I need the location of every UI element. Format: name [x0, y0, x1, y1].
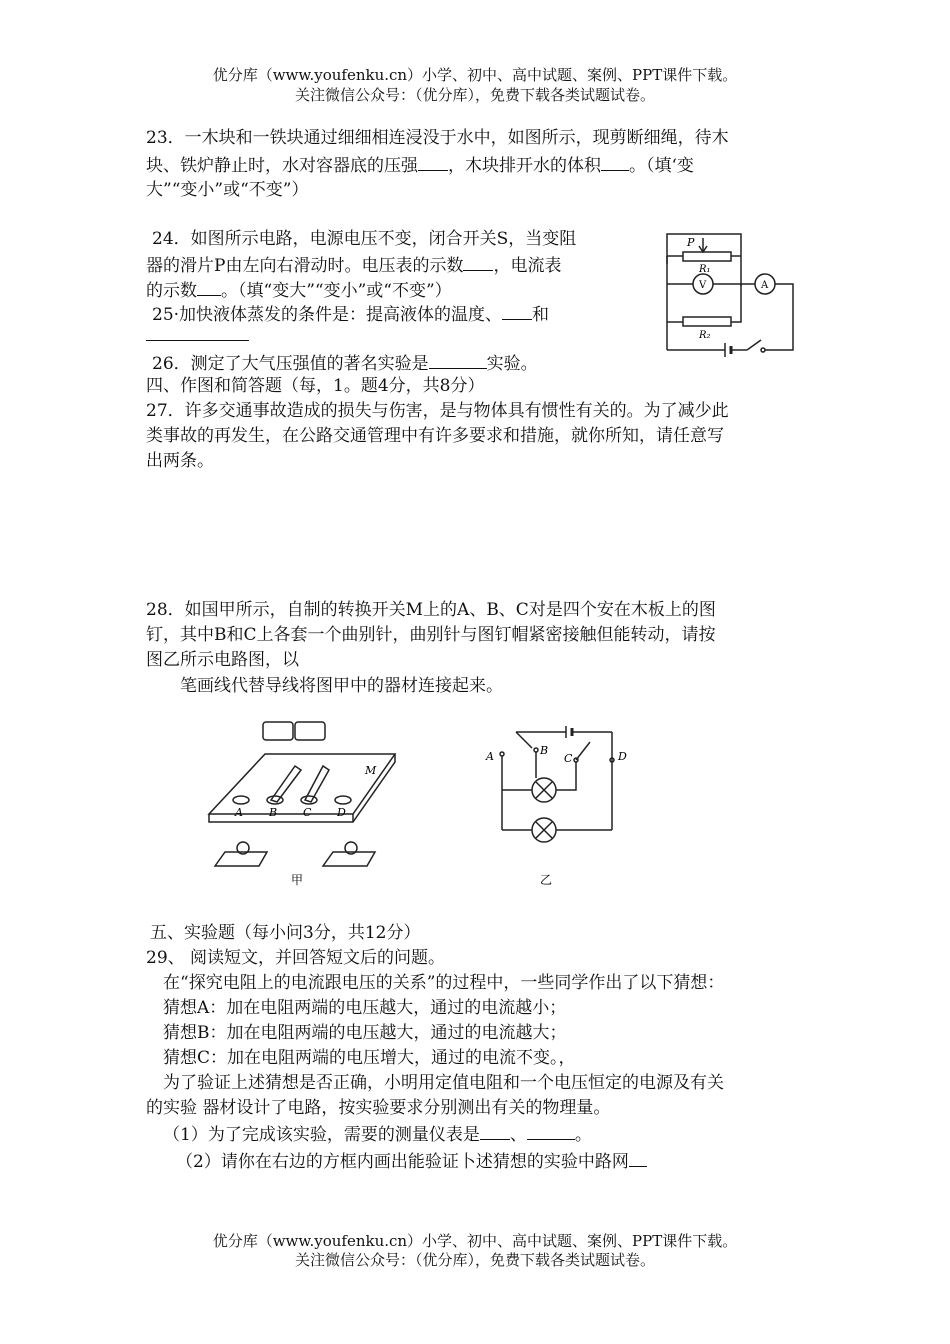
q28yi-point-b — [534, 748, 538, 752]
q25-a: 25·加快液体蒸发的条件是：提高液体的温度、 — [152, 305, 503, 325]
q28-board-top — [209, 754, 395, 814]
q29-part2-text: （2）请你在右边的方框内画出能验证卜述猜想的实验中路网 — [176, 1152, 629, 1172]
q24-label-a: A — [761, 280, 769, 291]
q28-label-m: M — [365, 764, 377, 777]
q29-guess-a: 猜想A：加在电阻两端的电压越大，通过的电流越小； — [163, 998, 567, 1018]
q26-b: 实验。 — [486, 354, 538, 374]
q23-line2-a: 块、铁炉静止时，水对容器底的压强 — [146, 156, 418, 176]
q28yi-label-c: C — [564, 752, 573, 765]
q29-line6: 为了验证上述猜想是否正确，小明用定值电阻和一个电压恒定的电源及有关 — [163, 1073, 724, 1093]
section5-title: 五、实验题（每小问3分，共12分） — [150, 923, 421, 943]
q24-blank-1 — [463, 252, 493, 271]
q25-blank-1 — [502, 301, 532, 320]
q28-battery-2 — [295, 722, 325, 740]
q29-part1-c: 。 — [574, 1125, 592, 1145]
q24-label-r1: R₁ — [699, 264, 711, 275]
q24-line2 — [146, 252, 561, 278]
q25-b: 和 — [532, 305, 550, 325]
q28yi-label-a: A — [486, 750, 494, 763]
q23-line3: 大”“变小”或“不变”） — [146, 180, 309, 200]
q28yi-point-a — [500, 752, 504, 756]
page-footer-line2: 关注微信公众号：（优分库），免费下载各类试题试卷。 — [294, 1251, 655, 1269]
q29-part2 — [176, 1148, 647, 1174]
q24-wire-right — [765, 284, 793, 350]
q24-blank-2 — [197, 277, 221, 296]
q28yi-switch-arm — [516, 732, 532, 748]
q28yi-wire-lamp1-right — [556, 762, 576, 790]
q28-pin-c — [301, 796, 317, 804]
q29-blank-3 — [629, 1148, 647, 1167]
q28-line1: 28．如国甲所示，自制的转换开关M上的A、B、C对是四个安在木板上的图 — [146, 600, 716, 620]
q24-wire-top — [667, 234, 741, 286]
q29-line7: 的实验 器材设计了电路，按实验要求分别测出有关的物理量。 — [146, 1098, 611, 1118]
q28yi-label-b: B — [540, 744, 549, 757]
q28-battery-1 — [263, 722, 293, 740]
q24-wire-r2-right — [731, 284, 741, 322]
q24-resistor-r2 — [683, 317, 731, 326]
page-header-line2: 关注微信公众号：（优分库），免费下载各类试题试卷。 — [294, 86, 655, 104]
q28yi-label-yi: 乙 — [540, 873, 553, 887]
q29-part1 — [163, 1121, 592, 1147]
section4-title: 四、作图和简答题（每，1。题4分，共8分） — [146, 376, 485, 396]
q23-blank-2 — [601, 152, 629, 171]
q28-figure-jia — [205, 714, 405, 890]
q24-label-v: V — [699, 280, 707, 291]
q25-blank-2 — [146, 340, 249, 341]
q24-line3-a: 的示数 — [146, 281, 197, 301]
q26-a: 26．测定了大气压强值的著名实验是 — [152, 354, 429, 374]
q26-blank — [429, 350, 487, 369]
page-footer-line1: 优分库（www.youfenku.cn）小学、初中、高中试题、案例、PPT课件下载。 — [212, 1232, 738, 1250]
q28-pin-a — [233, 796, 249, 804]
q24-label-r2: R₂ — [699, 330, 711, 341]
q28-line2: 钉，其中B和C上各套一个曲别针，曲别针与图钉帽紧密接触但能转动，请按 — [146, 625, 716, 645]
q28-pin-d — [335, 796, 351, 804]
q24-line3-b: 。（填“变大”“变小”或“不变”） — [221, 281, 452, 301]
q24-circuit-figure — [655, 224, 805, 359]
q24-line3 — [146, 277, 452, 303]
q28-figure-yi — [480, 718, 640, 890]
q29-guess-b: 猜想B：加在电阻两端的电压越大，通过的电流越大； — [163, 1023, 567, 1043]
q26-line — [152, 350, 538, 376]
q29-line1: 29、 阅读短文，并回答短文后的问题。 — [146, 948, 446, 968]
q28-line3: 图乙所示电路图，以 — [146, 650, 299, 670]
q29-part1-a: （1）为了完成该实验，需要的测量仪表是 — [163, 1125, 480, 1145]
q28-label-d: D — [337, 806, 346, 819]
q28-label-a: A — [235, 806, 243, 819]
q23-line2-b: ，木块排开水的体积 — [448, 156, 601, 176]
q23-line2-c: 。（填‘变 — [629, 156, 694, 176]
q29-line2: 在“探究电阻上的电流跟电压的关系”的过程中，一些同学作出了以下猜想： — [163, 973, 725, 993]
q29-blank-2 — [527, 1121, 575, 1140]
q28-label-c: C — [303, 806, 312, 819]
q29-part1-b: 、 — [509, 1125, 527, 1145]
q28yi-switch-cd — [576, 742, 590, 760]
q24-switch-contact — [761, 348, 765, 352]
q24-line1: 24．如图所示电路，电源电压不变，闭合开关S，当变阻 — [152, 229, 577, 249]
q28-label-b: B — [269, 806, 278, 819]
page-header-line1: 优分库（www.youfenku.cn）小学、初中、高中试题、案例、PPT课件下载。 — [212, 66, 738, 84]
q23-blank-1 — [418, 152, 448, 171]
q24-line2-a: 器的滑片P由左向右滑动时。电压表的示数 — [146, 256, 464, 276]
q24-line2-b: ，电流表 — [493, 256, 562, 276]
q25-line — [152, 301, 549, 327]
q27-line1: 27．许多交通事故造成的损失与伤害，是与物体具有惯性有关的。为了减少此 — [146, 401, 729, 421]
q23-line2 — [146, 152, 694, 178]
q28yi-label-d: D — [618, 750, 627, 763]
q23-line1: 23．一木块和一铁块通过细细相连浸没于水中，如图所示，现剪断细绳，待木 — [146, 128, 729, 148]
q27-line2: 类事故的再发生，在公路交通管理中有许多要求和措施，就你所知，请任意写 — [146, 426, 724, 446]
q24-rheostat-r1 — [683, 252, 731, 261]
q29-guess-c: 猜想C：加在电阻两端的电压增大，通过的电流不变。， — [163, 1048, 576, 1068]
q28-line4: 笔画线代替导线将图甲中的器材连接起来。 — [180, 676, 503, 696]
q28-label-jia: 甲 — [291, 873, 304, 887]
q29-blank-1 — [480, 1121, 510, 1140]
q24-label-p: P — [687, 236, 695, 249]
q24-switch — [747, 340, 761, 350]
q27-line3: 出两条。 — [146, 451, 214, 471]
